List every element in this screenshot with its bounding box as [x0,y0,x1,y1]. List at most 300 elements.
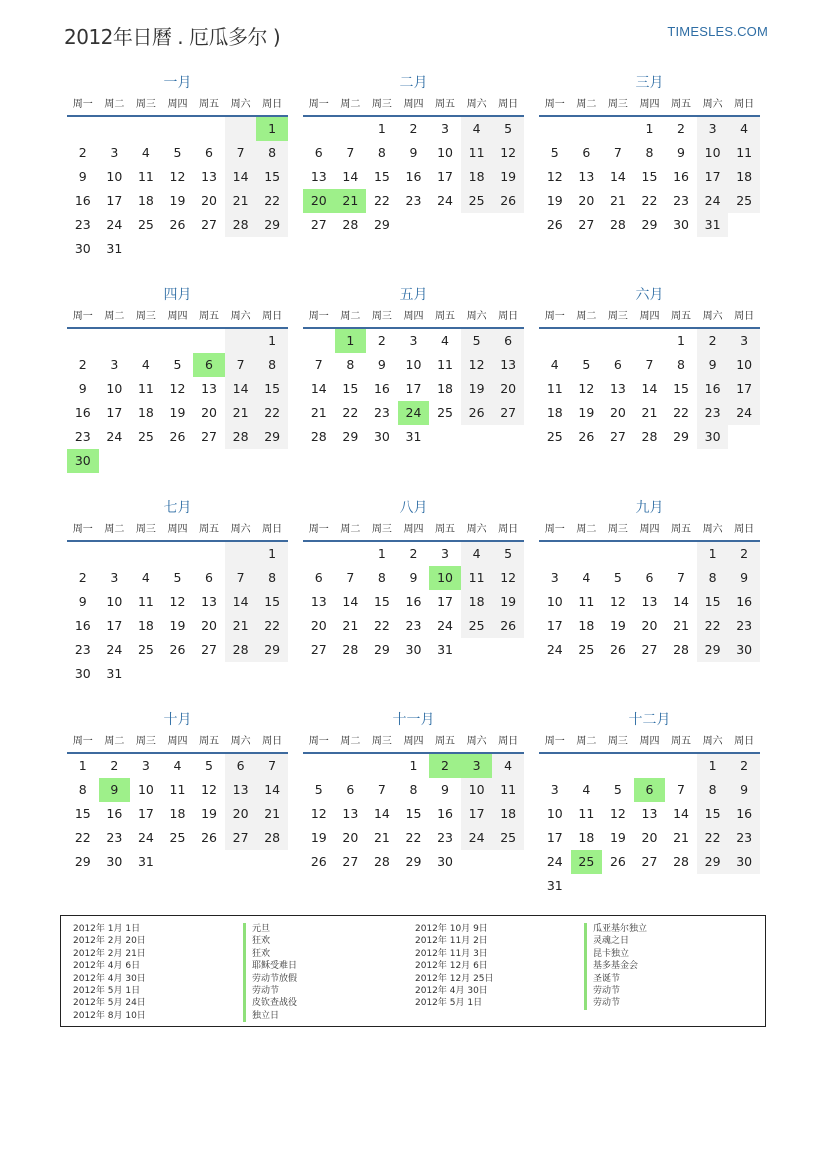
day-cell: 23 [74,429,91,444]
month-block [539,72,760,237]
day-cell: 2 [377,333,386,348]
day-cell: 31 [106,666,123,681]
day-cell: 7 [346,145,355,160]
day-cell: 24 [546,854,563,869]
day-cell: 1 [256,329,288,353]
weekday-label: 周二 [104,524,125,535]
day-cell: 15 [256,165,288,189]
day-cell: 31 [106,241,123,256]
day-cell: 29 [641,217,658,232]
day-cell: 23 [405,193,422,208]
empty-day-cell [193,542,225,566]
weekday-label: 周一 [544,99,565,110]
day-cell: 5 [550,145,559,160]
day-cell: 7 [677,570,685,585]
legend-holiday-name: 劳动节 [243,985,297,997]
day-cell: 24 [461,826,493,850]
day-cell: 31 [405,429,422,444]
weekday-label: 周日 [498,736,519,747]
day-cell: 22 [697,614,729,638]
day-cell: 13 [641,594,658,609]
day-cell: 17 [106,405,123,420]
weekday-label: 周三 [607,736,628,747]
legend-names-left [243,923,297,1022]
day-cell: 5 [173,357,182,372]
day-cell: 29 [373,217,390,232]
legend-holiday-name: 圣诞节 [584,973,647,985]
day-cell: 2 [728,754,760,778]
weekday-label: 周六 [230,524,251,535]
day-cell: 15 [373,169,390,184]
day-cell: 7 [645,357,654,372]
day-cell: 3 [110,570,119,585]
month-title: 二月 [399,75,428,91]
day-cell: 17 [137,806,154,821]
day-cell: 11 [169,782,186,797]
month-title: 五月 [399,287,428,303]
day-cell: 11 [728,141,760,165]
legend-date: 2012年 2月 21日 [73,948,146,959]
day-cell: 24 [106,217,123,232]
day-cell: 31 [437,642,453,657]
day-cell: 28 [673,642,689,657]
weekday-label: 周一 [308,99,329,110]
page-title: 2012年日曆 . 厄瓜多尔 ) [64,25,281,49]
weekday-label: 周五 [199,99,220,110]
weekday-label: 周三 [371,524,392,535]
holiday-day-cell: 1 [256,117,288,141]
empty-day-cell [130,329,162,353]
day-cell: 27 [641,642,658,657]
empty-day-cell [571,329,603,353]
day-cell: 1 [697,542,729,566]
weekday-label: 周四 [167,99,188,110]
holiday-day-cell: 25 [571,850,603,874]
month-block [303,72,524,237]
empty-day-cell [162,117,194,141]
day-cell: 9 [677,145,685,160]
day-cell: 8 [409,782,418,797]
month-title: 十一月 [392,712,435,728]
day-cell: 20 [641,618,658,633]
empty-day-cell [602,542,634,566]
empty-day-cell [571,542,603,566]
day-cell: 24 [137,830,154,845]
weekday-label: 周四 [639,99,660,110]
empty-day-cell [571,754,603,778]
day-cell: 26 [609,642,626,657]
day-cell: 15 [641,169,658,184]
day-cell: 31 [697,213,729,237]
day-cell: 22 [405,830,422,845]
day-cell: 1 [377,121,386,136]
day-cell: 14 [310,381,327,396]
weekday-label: 周五 [671,736,692,747]
day-cell: 21 [373,830,390,845]
day-cell: 12 [492,566,524,590]
weekday-label: 周一 [72,311,93,322]
day-cell: 30 [405,642,422,657]
day-cell: 16 [405,594,422,609]
empty-day-cell [130,542,162,566]
day-cell: 4 [550,357,559,372]
day-cell: 1 [645,121,654,136]
empty-day-cell [162,329,194,353]
legend-holiday-name: 元旦 [243,923,297,935]
day-cell: 2 [728,542,760,566]
weekday-label: 周一 [308,736,329,747]
day-cell: 2 [697,329,729,353]
day-cell: 28 [310,429,327,444]
day-cell: 10 [437,145,453,160]
day-cell: 8 [78,782,87,797]
day-cell: 11 [461,141,493,165]
empty-day-cell [67,329,99,353]
day-cell: 9 [728,778,760,802]
day-cell: 16 [373,381,390,396]
legend-holiday-name: 瓜亚基尔独立 [584,923,647,935]
weekday-label: 周一 [544,311,565,322]
day-cell: 9 [78,169,87,184]
day-cell: 26 [201,830,217,845]
day-cell: 3 [441,546,449,561]
day-cell: 9 [78,381,87,396]
day-cell: 15 [673,381,689,396]
weekday-label: 周三 [135,311,156,322]
day-cell: 4 [141,357,150,372]
day-cell: 27 [342,854,359,869]
day-cell: 14 [342,169,359,184]
weekday-label: 周三 [607,524,628,535]
month-title: 三月 [635,75,664,91]
legend-holiday-name: 独立日 [243,1010,297,1022]
holiday-day-cell: 20 [303,189,335,213]
day-grid [539,329,760,449]
day-cell: 7 [346,570,355,585]
day-cell: 28 [256,826,288,850]
weekday-header [539,306,760,329]
weekday-label: 周五 [199,736,220,747]
holiday-day-cell: 9 [99,778,131,802]
day-cell: 19 [461,377,493,401]
day-cell: 14 [641,381,658,396]
day-cell: 15 [74,806,91,821]
day-cell: 17 [461,802,493,826]
empty-day-cell [303,117,335,141]
day-cell: 11 [137,169,154,184]
weekday-label: 周一 [544,524,565,535]
day-cell: 18 [546,405,563,420]
empty-day-cell [539,117,571,141]
weekday-label: 周二 [104,311,125,322]
weekday-label: 周六 [702,524,723,535]
empty-day-cell [634,329,666,353]
day-cell: 23 [673,193,689,208]
day-cell: 25 [437,405,453,420]
day-cell: 8 [256,141,288,165]
day-cell: 9 [377,357,386,372]
day-cell: 12 [609,806,626,821]
day-cell: 25 [137,429,154,444]
day-cell: 8 [677,357,685,372]
weekday-label: 周一 [308,311,329,322]
day-cell: 25 [137,217,154,232]
day-cell: 19 [169,618,186,633]
weekday-label: 周二 [576,524,597,535]
day-cell: 13 [310,169,327,184]
month-block [303,497,524,662]
day-cell: 26 [492,614,524,638]
month-block [303,284,524,449]
day-cell: 22 [641,193,658,208]
day-grid [303,329,524,449]
day-cell: 4 [461,542,493,566]
day-cell: 17 [728,377,760,401]
day-cell: 14 [225,165,257,189]
day-grid [67,542,288,686]
day-cell: 26 [169,429,186,444]
day-cell: 25 [578,642,595,657]
weekday-label: 周四 [403,311,424,322]
day-cell: 4 [582,782,591,797]
day-cell: 21 [673,618,689,633]
empty-day-cell [571,117,603,141]
day-cell: 9 [409,570,418,585]
day-cell: 13 [201,594,217,609]
day-cell: 25 [461,614,493,638]
empty-day-cell [366,754,398,778]
day-cell: 28 [342,642,359,657]
holiday-day-cell: 1 [335,329,367,353]
empty-day-cell [162,542,194,566]
day-cell: 8 [377,570,386,585]
weekday-label: 周日 [734,99,755,110]
day-cell: 29 [256,425,288,449]
day-cell: 9 [441,782,449,797]
day-cell: 7 [256,754,288,778]
month-block [67,709,288,874]
day-cell: 5 [173,570,182,585]
day-cell: 16 [106,806,123,821]
day-cell: 28 [373,854,390,869]
day-cell: 29 [74,854,91,869]
day-cell: 13 [342,806,359,821]
day-cell: 30 [728,850,760,874]
holiday-day-cell: 6 [634,778,666,802]
day-cell: 27 [201,642,217,657]
day-cell: 20 [201,193,217,208]
day-cell: 2 [78,570,87,585]
weekday-label: 周四 [403,99,424,110]
month-title: 六月 [635,287,664,303]
site-link[interactable]: TIMESLES.COM [667,24,768,39]
month-title: 七月 [163,500,192,516]
weekday-label: 周日 [498,311,519,322]
day-cell: 2 [677,121,685,136]
day-cell: 9 [728,566,760,590]
day-cell: 13 [641,806,658,821]
weekday-label: 周二 [340,736,361,747]
legend-holiday-name: 灵魂之日 [584,935,647,947]
day-cell: 11 [461,566,493,590]
day-grid [303,754,524,874]
day-cell: 28 [673,854,689,869]
day-cell: 22 [673,405,689,420]
legend-date: 2012年 11月 2日 [415,936,488,947]
holiday-day-cell: 2 [429,754,461,778]
day-cell: 28 [225,213,257,237]
weekday-label: 周六 [230,736,251,747]
day-cell: 17 [697,165,729,189]
day-cell: 30 [673,217,689,232]
legend-date: 2012年 12月 6日 [415,961,488,972]
day-cell: 22 [342,405,359,420]
day-cell: 21 [310,405,327,420]
day-cell: 21 [256,802,288,826]
day-cell: 7 [225,353,257,377]
day-cell: 18 [137,405,154,420]
day-cell: 5 [314,782,323,797]
day-cell: 2 [78,145,87,160]
legend-date: 2012年 10月 9日 [415,924,488,934]
weekday-label: 周四 [403,736,424,747]
day-cell: 26 [310,854,327,869]
day-cell: 24 [106,429,123,444]
weekday-label: 周六 [230,99,251,110]
day-cell: 10 [697,141,729,165]
month-block [539,497,760,662]
weekday-label: 周五 [435,524,456,535]
empty-day-cell [539,754,571,778]
day-grid [539,117,760,237]
holiday-day-cell: 30 [67,449,99,473]
day-cell: 24 [728,401,760,425]
legend-names-right [584,923,647,1010]
weekday-label: 周日 [262,311,283,322]
weekday-label: 周日 [262,736,283,747]
weekday-header [303,519,524,542]
legend-date: 2012年 12月 25日 [415,973,494,984]
weekday-label: 周三 [371,311,392,322]
day-cell: 5 [492,117,524,141]
day-cell: 11 [437,357,453,372]
day-cell: 22 [74,830,91,845]
day-cell: 26 [461,401,493,425]
weekday-label: 周五 [671,524,692,535]
weekday-label: 周二 [340,524,361,535]
empty-day-cell [303,329,335,353]
day-cell: 26 [578,429,595,444]
day-cell: 17 [405,381,422,396]
day-cell: 19 [492,590,524,614]
day-cell: 19 [169,193,186,208]
weekday-label: 周三 [135,99,156,110]
day-cell: 10 [546,806,563,821]
holiday-legend [60,915,766,1027]
day-cell: 7 [225,141,257,165]
day-cell: 16 [74,618,91,633]
day-cell: 31 [137,854,154,869]
empty-day-cell [539,542,571,566]
day-cell: 12 [546,169,563,184]
day-cell: 22 [697,826,729,850]
day-cell: 25 [169,830,186,845]
day-cell: 6 [314,145,323,160]
day-cell: 3 [110,357,119,372]
empty-day-cell [602,329,634,353]
day-cell: 19 [609,830,626,845]
holiday-day-cell: 3 [461,754,493,778]
month-block [67,284,288,473]
day-cell: 29 [256,638,288,662]
month-block [67,497,288,686]
legend-holiday-name: 狂欢 [243,948,297,960]
day-cell: 11 [137,594,154,609]
empty-day-cell [602,117,634,141]
day-cell: 27 [225,826,257,850]
day-cell: 17 [106,193,123,208]
weekday-header [67,306,288,329]
day-cell: 20 [201,618,217,633]
weekday-label: 周二 [340,99,361,110]
day-cell: 23 [697,401,729,425]
legend-date: 2012年 2月 20日 [73,936,146,947]
day-cell: 24 [106,642,123,657]
day-cell: 13 [310,594,327,609]
month-title: 四月 [163,287,192,303]
day-cell: 12 [578,381,595,396]
day-cell: 11 [578,594,595,609]
day-cell: 5 [613,570,622,585]
empty-day-cell [225,542,257,566]
legend-date: 2012年 4月 30日 [73,973,146,984]
day-cell: 13 [609,381,626,396]
empty-day-cell [665,754,697,778]
weekday-label: 周六 [702,99,723,110]
day-cell: 1 [697,754,729,778]
legend-date: 2012年 5月 24日 [73,998,146,1009]
day-cell: 21 [673,830,689,845]
day-cell: 11 [546,381,563,396]
day-cell: 14 [673,806,689,821]
empty-day-cell [67,117,99,141]
day-cell: 22 [256,401,288,425]
weekday-label: 周六 [702,736,723,747]
day-cell: 4 [728,117,760,141]
empty-day-cell [634,754,666,778]
weekday-label: 周六 [466,311,487,322]
day-cell: 19 [609,618,626,633]
day-cell: 3 [697,117,729,141]
legend-dates-left [73,923,146,1022]
day-cell: 10 [405,357,422,372]
weekday-label: 周日 [498,524,519,535]
day-cell: 16 [437,806,453,821]
day-cell: 28 [225,425,257,449]
day-cell: 18 [461,165,493,189]
legend-holiday-name: 基多基金会 [584,960,647,972]
day-cell: 20 [641,830,658,845]
day-cell: 3 [141,758,150,773]
legend-date: 2012年 5月 1日 [415,998,483,1009]
weekday-label: 周六 [466,736,487,747]
day-cell: 22 [373,193,390,208]
day-cell: 30 [74,666,91,681]
day-cell: 7 [613,145,622,160]
day-cell: 20 [492,377,524,401]
holiday-day-cell: 24 [398,401,430,425]
month-block [539,284,760,449]
